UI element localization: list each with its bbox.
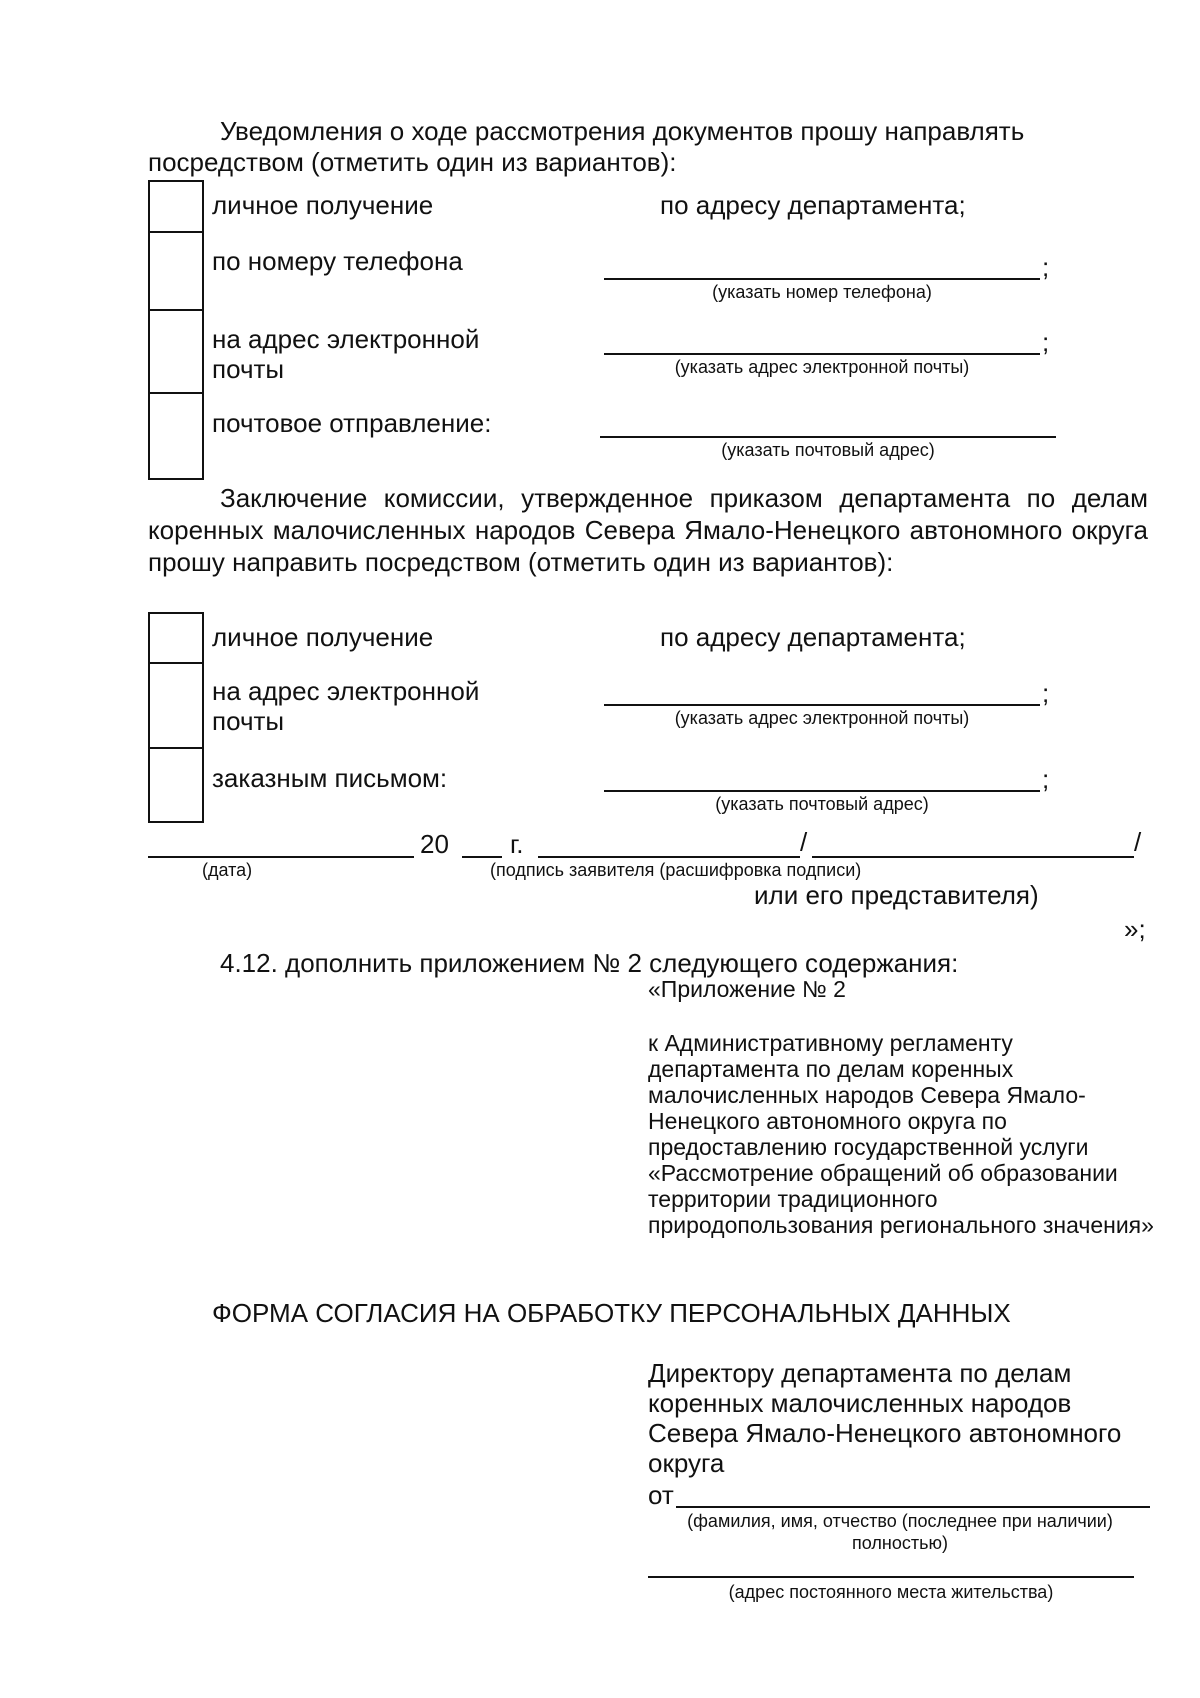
date-input-line[interactable]	[148, 856, 414, 858]
option-label-email-2-line1: на адрес электронной	[212, 676, 480, 706]
option-label-personal: личное получение	[212, 190, 434, 220]
phone-input-line[interactable]	[604, 278, 1040, 280]
notifications-intro-line1: Уведомления о ходе рассмотрения документов прошу направлять	[220, 116, 1025, 146]
option-label-email-line1: на адрес электронной	[212, 324, 480, 354]
checkbox-email[interactable]	[148, 311, 204, 394]
slash-right: /	[1134, 827, 1142, 857]
option-value-department-address: по адресу департамента;	[660, 190, 966, 220]
semicolon: ;	[1042, 678, 1050, 708]
phone-hint: (указать номер телефона)	[712, 282, 932, 302]
option-label-email-line2: почты	[212, 354, 285, 384]
form-addressee: Директору департамента по делам коренных малочисленных народов Севера Ямало-Ненецкого автономного округа	[648, 1358, 1122, 1478]
checkbox-postal[interactable]	[148, 394, 204, 480]
year-suffix: г.	[510, 829, 524, 859]
conclusion-intro: Заключение комиссии, утвержденное приказом департамента по делам коренных малочисленных народов Севера Ямало-Ненецкого автономного округа прошу направить посредством (отметить один из вариантов):	[148, 483, 1148, 577]
appendix-body: к Административному регламенту департамента по делам коренных малочисленных народов Севера Ямало-Ненецкого автономного округа по предоставлению государственной услуги «Рассмотрение обращений об образовании территории традиционного природопользования регионального значения»	[648, 1030, 1154, 1238]
email-input-line-2[interactable]	[604, 704, 1040, 706]
year-input-line[interactable]	[462, 856, 502, 858]
option-label-email-2-line2: почты	[212, 706, 285, 736]
date-caption: (дата)	[202, 860, 253, 880]
option-label-registered-mail: заказным письмом:	[212, 763, 448, 793]
option-label-postal: почтовое отправление:	[212, 408, 492, 438]
option-label-personal-2: личное получение	[212, 622, 434, 652]
postal-input-line[interactable]	[600, 436, 1056, 438]
fio-caption: (фамилия, имя, отчество (последнее при наличии) полностью)	[687, 1511, 1113, 1553]
option-label-phone: по номеру телефона	[212, 246, 463, 276]
year-prefix: 20	[420, 829, 449, 859]
registered-mail-hint: (указать почтовый адрес)	[715, 794, 929, 814]
form-heading: ФОРМА СОГЛАСИЯ НА ОБРАБОТКУ ПЕРСОНАЛЬНЫХ ДАННЫХ	[212, 1298, 1011, 1328]
checkbox-registered-mail[interactable]	[148, 749, 204, 823]
signature-caption-line1: (подпись заявителя (расшифровка подписи)	[490, 860, 862, 880]
slash-left: /	[800, 827, 808, 857]
email-input-line[interactable]	[604, 353, 1040, 355]
checkbox-personal-receipt[interactable]	[148, 180, 204, 233]
notifications-intro-line2: посредством (отметить один из вариантов):	[148, 147, 677, 177]
semicolon: ;	[1042, 327, 1050, 357]
semicolon: ;	[1042, 764, 1050, 794]
closing-quote: »;	[1124, 914, 1146, 944]
address-input-line[interactable]	[648, 1576, 1134, 1578]
amendment-text: 4.12. дополнить приложением № 2 следующего содержания:	[220, 948, 959, 978]
fio-input-line[interactable]	[676, 1506, 1150, 1508]
checkbox-personal-receipt-2[interactable]	[148, 612, 204, 664]
from-label: от	[648, 1480, 674, 1510]
email-hint: (указать адрес электронной почты)	[674, 357, 970, 377]
signature-transcript-line[interactable]	[812, 856, 1134, 858]
signature-input-line[interactable]	[538, 856, 800, 858]
option-value-department-address-2: по адресу департамента;	[660, 622, 966, 652]
checkbox-email-2[interactable]	[148, 664, 204, 749]
checkbox-phone[interactable]	[148, 233, 204, 311]
signature-caption-line2: или его представителя)	[754, 880, 1039, 910]
postal-hint: (указать почтовый адрес)	[721, 440, 935, 460]
email-hint-2: (указать адрес электронной почты)	[674, 708, 970, 728]
registered-mail-input-line[interactable]	[604, 790, 1040, 792]
address-caption: (адрес постоянного места жительства)	[728, 1582, 1054, 1602]
semicolon: ;	[1042, 252, 1050, 282]
appendix-title: «Приложение № 2	[648, 976, 846, 1002]
